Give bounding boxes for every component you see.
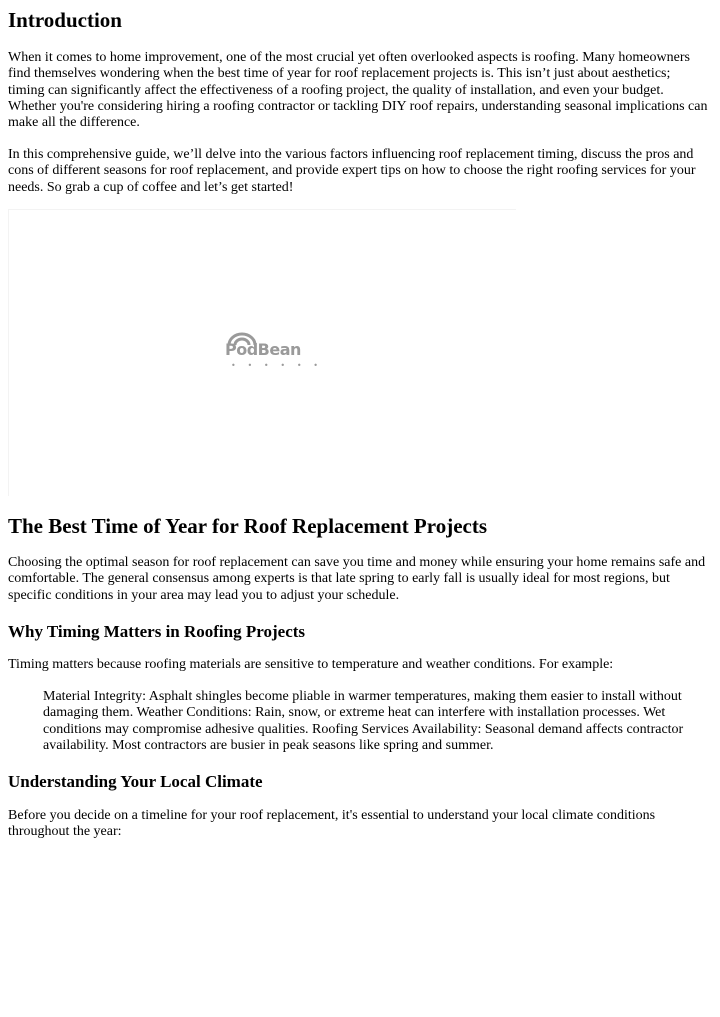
podbean-loading-dots: • • • • • • <box>231 361 323 370</box>
intro-heading: Introduction <box>8 8 122 32</box>
podcast-embed-player[interactable] <box>8 209 516 496</box>
podbean-logo-text: PodBean <box>225 340 301 359</box>
local-climate-paragraph: Before you decide on a timeline for your roof replacement, it's essential to understand your local climate conditions throughout the year: <box>8 808 656 840</box>
intro-paragraph-2: In this comprehensive guide, we’ll delve into the various factors influencing roof replacement timing, discuss the pros and cons of different seasons for roof replacement, and provide expert tips on how to choose the right roofing services for your needs. So grab a cup of coffee and let’s get started! <box>8 147 696 195</box>
local-climate-heading: Understanding Your Local Climate <box>8 772 263 791</box>
why-timing-list: Material Integrity: Asphalt shingles become pliable in warmer temperatures, making them easier to install without damaging them. Weather Conditions: Rain, snow, or extreme heat can interfere with installation processes. Wet conditions may compromise adhesive qualities. Roofing Services Availability: Seasonal demand affects contractor availability. Most contractors are busier in peak seasons like spring and summer. <box>43 689 684 753</box>
best-time-heading: The Best Time of Year for Roof Replacement Projects <box>8 514 488 538</box>
why-timing-paragraph: Timing matters because roofing materials are sensitive to temperature and weather conditions. For example: <box>8 657 614 672</box>
intro-paragraph-1: When it comes to home improvement, one of the most crucial yet often overlooked aspects is roofing. Many homeowners find themselves wondering when the best time of year for roof replacement projects is. This isn’t just about aesthetics; timing can significantly affect the effectiveness of a roofing project, the quality of installation, and even your budget. Whether you're considering hiring a roofing contractor or tackling DIY roof repairs, understanding seasonal implications can make all the difference. <box>8 50 708 131</box>
podbean-logo <box>225 333 323 370</box>
best-time-paragraph: Choosing the optimal season for roof replacement can save you time and money while ensuring your home remains safe and comfortable. The general consensus among experts is that late spring to early fall is usually ideal for most regions, but specific conditions in your area may lead you to adjust your schedule. <box>8 555 706 603</box>
why-timing-heading: Why Timing Matters in Roofing Projects <box>8 622 306 641</box>
